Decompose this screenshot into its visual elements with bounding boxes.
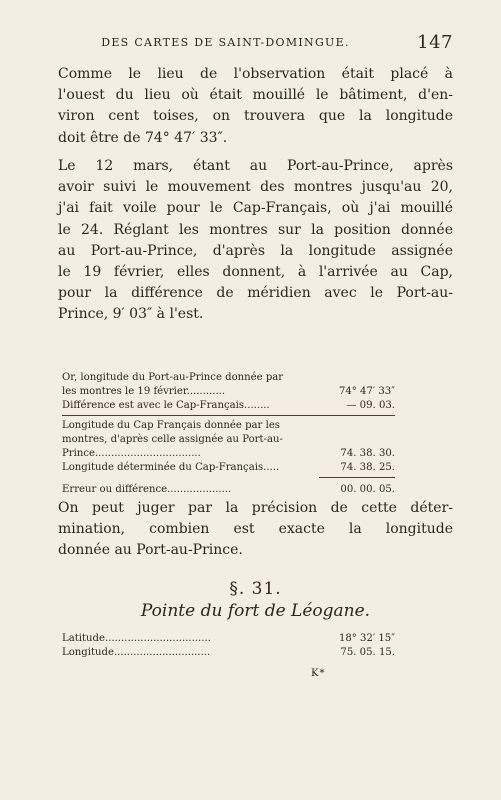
text-line: le 19 février, elles donnent, à l'arrivée au Cap, bbox=[58, 264, 453, 281]
calculation-value: — 09. 03. bbox=[346, 399, 395, 411]
calculation-value: 74. 38. 25. bbox=[340, 461, 395, 473]
paragraph-observation-place bbox=[58, 64, 453, 149]
page-number: 147 bbox=[417, 32, 453, 53]
latitude-row bbox=[62, 632, 395, 646]
latitude-label: Latitude................................. bbox=[62, 633, 211, 644]
section-number: §. 31. bbox=[229, 579, 282, 599]
calculation-label: Erreur ou différence.................... bbox=[62, 483, 232, 495]
text-line: viron cent toises, on trouvera que la longitude bbox=[58, 108, 453, 125]
text-line: doit être de 74° 47′ 33″. bbox=[58, 129, 228, 146]
text-line: avoir suivi le mouvement des montres jusqu'au 20, bbox=[58, 179, 453, 196]
text-line: Comme le lieu de l'observation était placé à bbox=[58, 66, 453, 82]
paragraph-precision bbox=[58, 498, 453, 562]
calculation-row bbox=[62, 371, 395, 385]
calculation-label: Longitude du Cap Français donnée par les bbox=[62, 420, 280, 432]
text-line: On peut juger par la précision de cette déter- bbox=[58, 500, 453, 516]
calculation-row bbox=[62, 399, 395, 413]
calculation-label: les montres le 19 février............ bbox=[62, 385, 226, 397]
longitude-label: Longitude.............................. bbox=[62, 646, 211, 658]
text-line: l'ouest du lieu où était mouillé le bâtiment, d'en- bbox=[58, 87, 453, 104]
calculation-rule bbox=[62, 415, 395, 416]
text-line: Prince, 9′ 03″ à l'est. bbox=[58, 306, 204, 323]
text-line: mination, combien est exacte la longitude bbox=[58, 521, 453, 538]
calculation-row bbox=[62, 483, 395, 497]
text-line: pour la différence de méridien avec le Port-au- bbox=[58, 285, 453, 302]
signature-mark: K* bbox=[311, 668, 326, 679]
calculation-row bbox=[62, 447, 395, 461]
calculation-label: Longitude déterminée du Cap-Français..... bbox=[62, 461, 280, 473]
longitude-calculation bbox=[62, 371, 395, 496]
text-line: au Port-au-Prince, d'après la longitude assignée bbox=[58, 242, 453, 259]
text-line: le 24. Réglant les montres sur la position donnée bbox=[58, 221, 453, 238]
running-title: DES CARTES DE SAINT-DOMINGUE. bbox=[101, 36, 350, 49]
text-line: donnée au Port-au-Prince. bbox=[58, 542, 243, 559]
calculation-value: 74° 47′ 33″ bbox=[338, 385, 395, 397]
calculation-value: 00. 00. 05. bbox=[340, 483, 395, 495]
calculation-value: 74. 38. 30. bbox=[340, 447, 395, 459]
calculation-row bbox=[62, 419, 395, 433]
station-title: Pointe du fort de Léogane. bbox=[140, 601, 371, 621]
calculation-label: montres, d'après celle assignée au Port-au- bbox=[62, 434, 283, 446]
calculation-row bbox=[62, 433, 395, 447]
calculation-row bbox=[62, 385, 395, 399]
running-head bbox=[58, 32, 453, 56]
longitude-value: 75. 05. 15. bbox=[340, 646, 395, 658]
station-coordinates bbox=[62, 632, 395, 660]
text-line: Le 12 mars, étant au Port-au-Prince, après bbox=[58, 158, 453, 174]
calculation-row bbox=[62, 461, 395, 475]
calculation-label: Prince................................. bbox=[62, 447, 201, 459]
calculation-label: Différence est avec le Cap-Français........ bbox=[62, 399, 270, 411]
longitude-row bbox=[62, 646, 395, 660]
calculation-label: Or, longitude du Port-au-Prince donnée par bbox=[62, 372, 284, 383]
latitude-value: 18° 32′ 15″ bbox=[338, 633, 395, 644]
text-line: j'ai fait voile pour le Cap-Français, où j'ai mouillé bbox=[58, 200, 453, 217]
difference-rule bbox=[319, 477, 395, 478]
paragraph-march-voyage bbox=[58, 156, 453, 326]
